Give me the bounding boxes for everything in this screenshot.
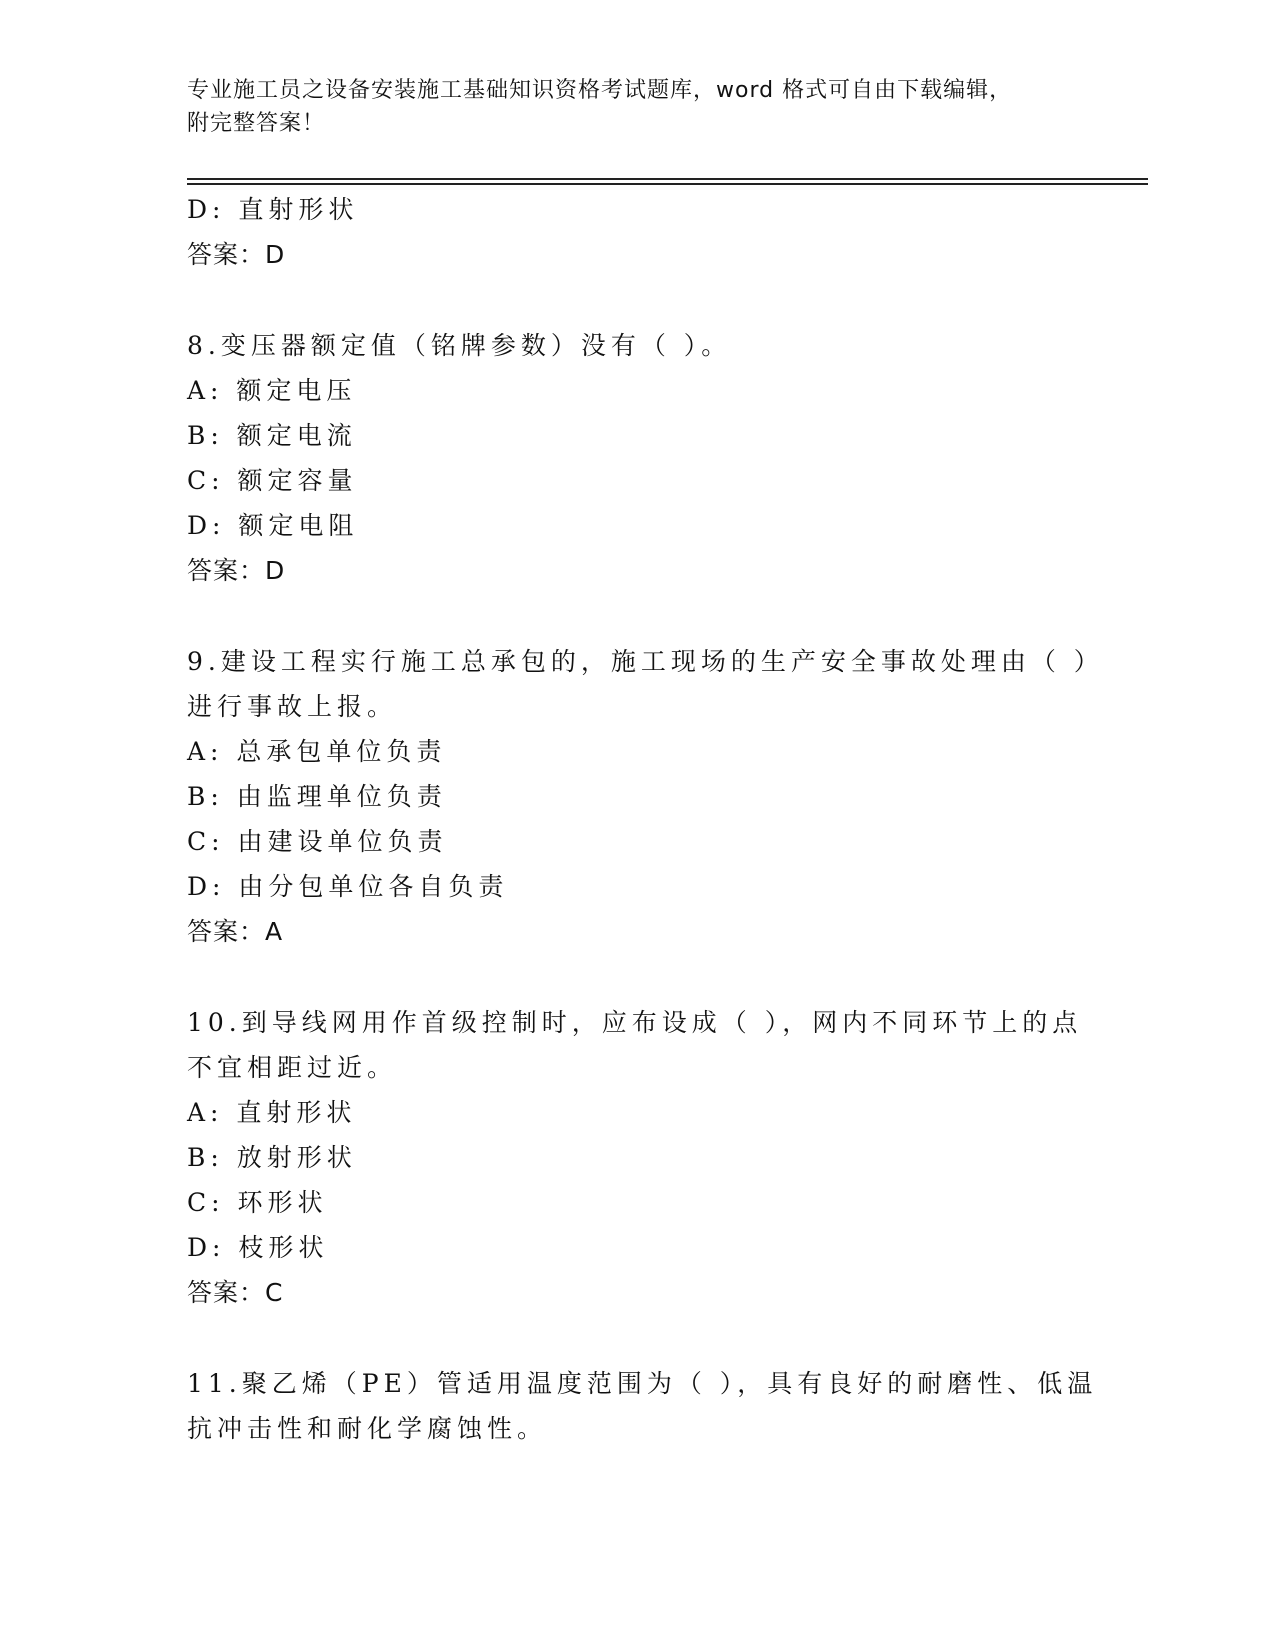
option-line: C: 由建设单位负责 (187, 827, 448, 856)
answer-line: 答案：A (187, 917, 284, 946)
question-line: 11.聚乙烯（PE）管适用温度范围为（ ），具有良好的耐磨性、低温 (187, 1369, 1098, 1398)
answer-line: 答案：C (187, 1278, 284, 1307)
option-line: B: 由监理单位负责 (187, 782, 447, 811)
option-line: A: 额定电压 (187, 376, 357, 405)
document-header (187, 74, 1087, 140)
answer-line: 答案：D (187, 556, 286, 585)
header-rule-top (187, 178, 1148, 180)
question-line: 进行事故上报。 (187, 692, 398, 721)
option-line: B: 额定电流 (187, 421, 357, 450)
question-line: 不宜相距过近。 (187, 1053, 398, 1082)
option-line: B: 放射形状 (187, 1143, 357, 1172)
question-line: 9.建设工程实行施工总承包的，施工现场的生产安全事故处理由（ ） (187, 647, 1104, 676)
option-line: C: 环形状 (187, 1188, 328, 1217)
option-line: A: 总承包单位负责 (187, 737, 447, 766)
question-line: 8.变压器额定值（铭牌参数）没有（ ）。 (187, 331, 732, 360)
option-line: C: 额定容量 (187, 466, 358, 495)
header-line-2: 附完整答案！ (187, 111, 326, 136)
option-line: D: 由分包单位各自负责 (187, 872, 509, 901)
header-line-1: 专业施工员之设备安装施工基础知识资格考试题库，word 格式可自由下载编辑， (187, 78, 1013, 103)
question-line: 抗冲击性和耐化学腐蚀性。 (187, 1414, 548, 1443)
option-line: D: 枝形状 (187, 1233, 329, 1262)
option-line: D: 额定电阻 (187, 511, 359, 540)
option-line: D: 直射形状 (187, 195, 359, 224)
header-rule-bottom (187, 183, 1148, 185)
question-line: 10.到导线网用作首级控制时，应布设成（ ），网内不同环节上的点 (187, 1008, 1083, 1037)
option-line: A: 直射形状 (187, 1098, 357, 1127)
answer-line: 答案：D (187, 240, 286, 269)
